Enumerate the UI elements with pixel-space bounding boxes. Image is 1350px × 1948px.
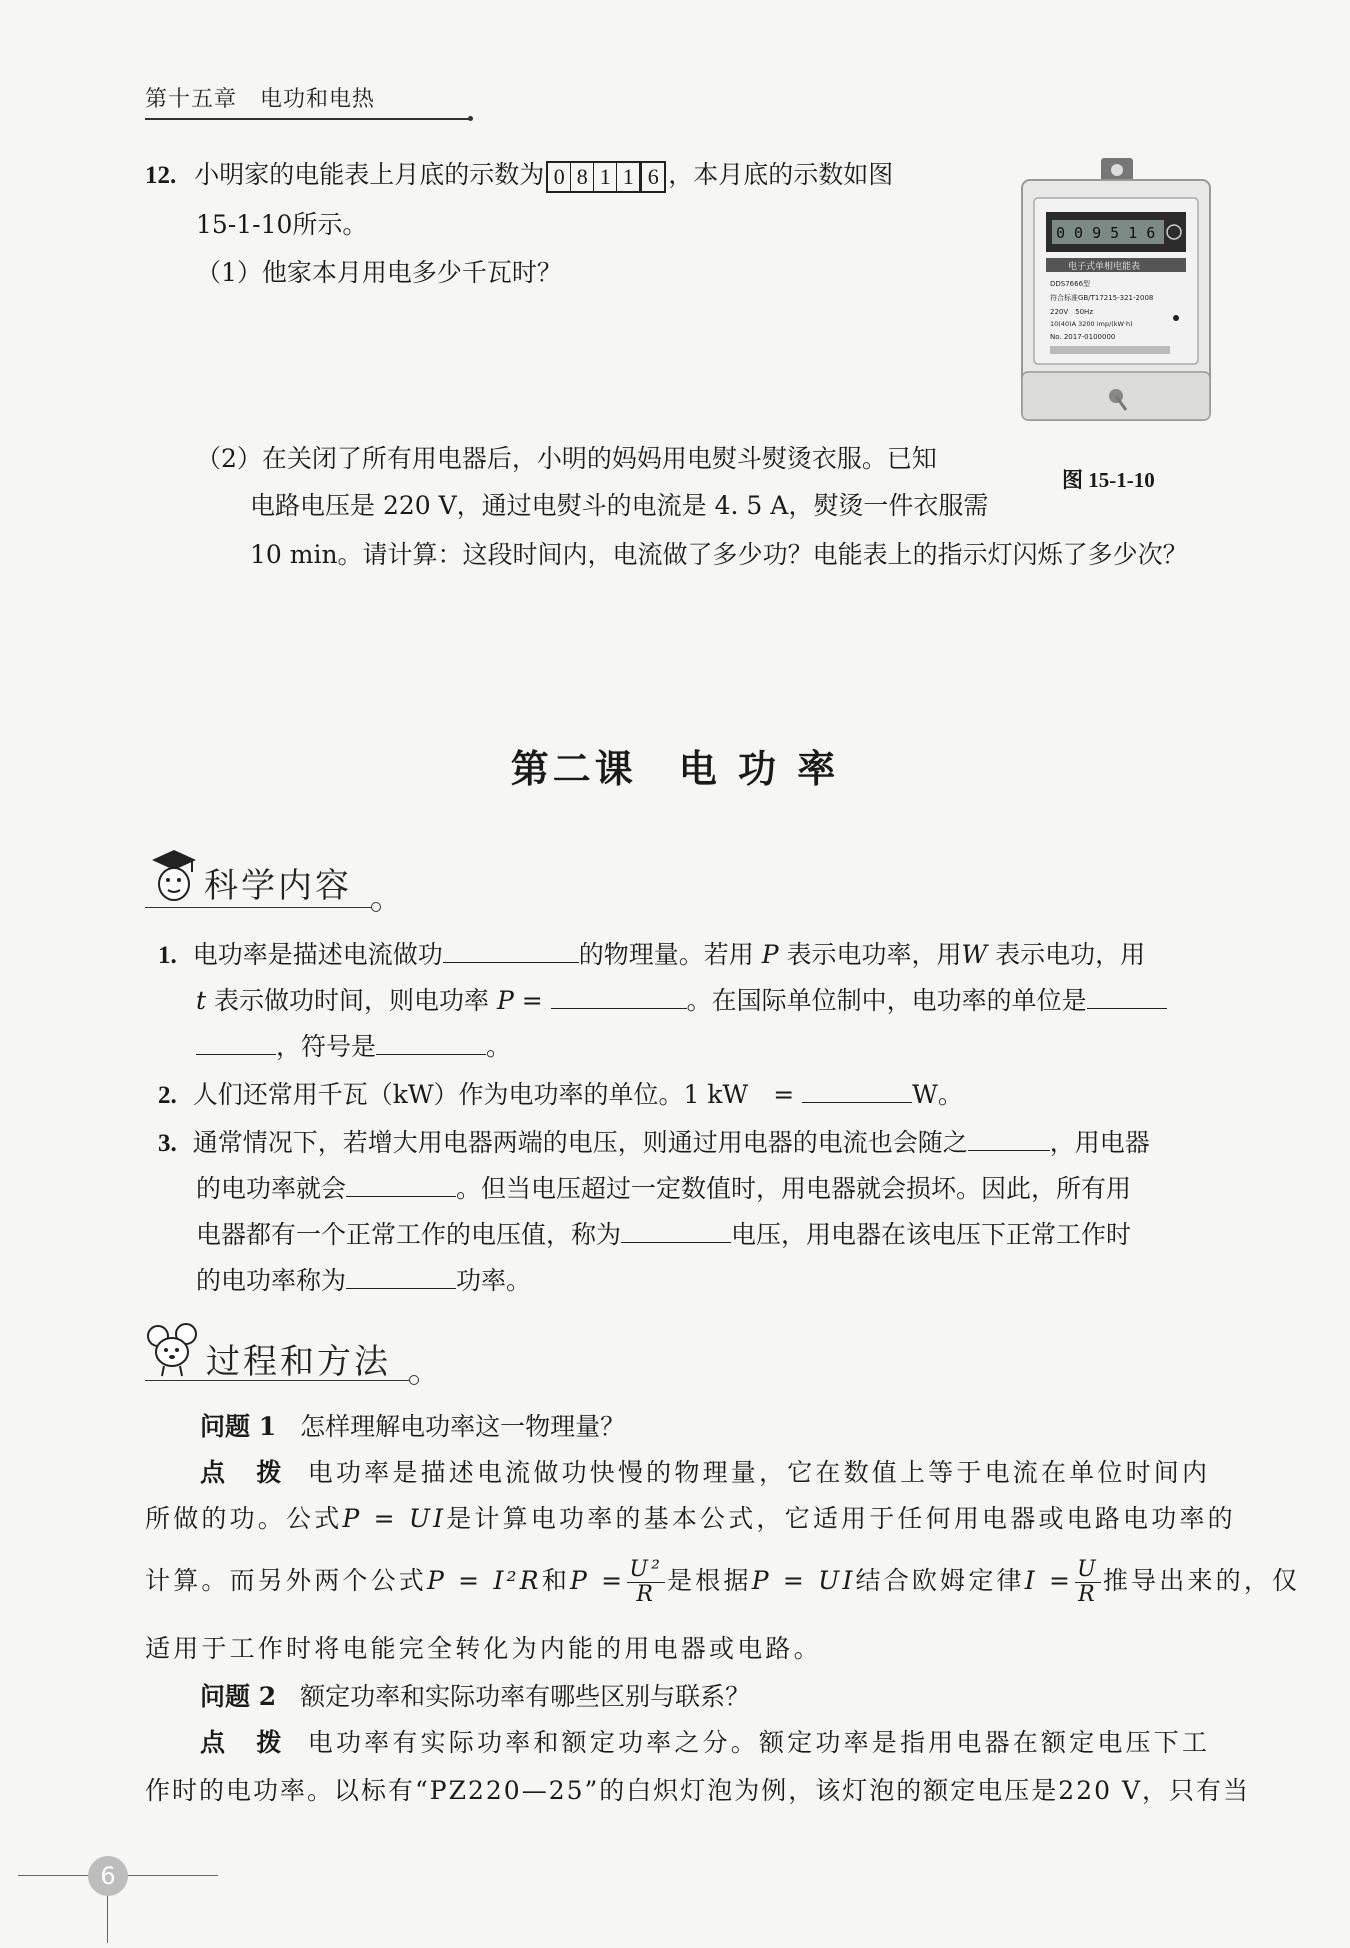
hint-label: 点 拨 xyxy=(200,1458,285,1487)
q12-part2-line1: （2）在关闭了所有用电器后，小明的妈妈用电熨斗熨烫衣服。已知 xyxy=(196,444,937,473)
header-rule xyxy=(145,118,470,120)
meter-reading: 0 0 9 5 1 6 xyxy=(1056,224,1156,242)
fill-blank[interactable] xyxy=(968,1126,1050,1151)
hint-2-line1: 点 拨 电功率有实际功率和额定功率之分。额定功率是指用电器在额定电压下工 xyxy=(200,1728,1211,1757)
item-number: 3. xyxy=(158,1130,177,1157)
svg-text:DDS7666型: DDS7666型 xyxy=(1050,280,1091,288)
q12-number: 12. xyxy=(145,162,177,189)
graduate-cap-mascot-icon xyxy=(148,848,200,908)
lesson-title: 第二课 电 功 率 xyxy=(510,746,840,791)
item-number: 2. xyxy=(158,1082,177,1109)
fill-blank[interactable] xyxy=(443,938,579,963)
svg-text:符合标准GB/T17215-321-2008: 符合标准GB/T17215-321-2008 xyxy=(1050,294,1154,302)
problem-label: 问题 1 xyxy=(200,1412,277,1441)
section-rule xyxy=(145,1380,411,1381)
reading-digit-decimal: 6 xyxy=(640,161,666,193)
problem-1-heading: 问题 1 怎样理解电功率这一物理量？ xyxy=(200,1412,626,1441)
page-number-rule xyxy=(107,1895,108,1943)
fill-blank[interactable] xyxy=(376,1030,486,1055)
reading-digit: 1 xyxy=(617,163,640,191)
chapter-header: 第十五章 电功和电热 xyxy=(145,87,376,112)
figure-caption: 图 15-1-10 xyxy=(1062,468,1155,492)
content-item-3-line4: 的电功率称为 功率。 xyxy=(196,1266,532,1295)
item-number: 1. xyxy=(158,942,177,969)
problem-2-heading: 问题 2 额定功率和实际功率有哪些区别与联系？ xyxy=(200,1682,751,1711)
q12-line2: 15-1-10所示。 xyxy=(196,210,368,239)
content-item-1-line2: t 表示做功时间，则电功率 P = 。在国际单位制中，电功率的单位是 xyxy=(196,984,1167,1018)
q12-part2-line3: 10 min。请计算：这段时间内，电流做了多少功？电能表上的指示灯闪烁了多少次？ xyxy=(250,540,1188,569)
reading-digit: 0 xyxy=(548,163,571,191)
svg-text:电子式单相电能表: 电子式单相电能表 xyxy=(1068,262,1141,272)
hint-label: 点 拨 xyxy=(200,1728,285,1757)
hint-1-line1: 点 拨 电功率是描述电流做功快慢的物理量，它在数值上等于电流在单位时间内 xyxy=(200,1458,1211,1487)
content-item-3-line2: 的电功率就会 。但当电压超过一定数值时，用电器就会损坏。因此，所有用 xyxy=(196,1174,1132,1203)
section-heading-process-method: 过程和方法 xyxy=(206,1342,391,1382)
fill-blank[interactable] xyxy=(1087,984,1167,1009)
fill-blank[interactable] xyxy=(346,1264,456,1289)
content-item-1-line3: ，符号是 。 xyxy=(196,1030,511,1064)
page-number: 6 xyxy=(88,1856,128,1896)
content-item-3-line3: 电器都有一个正常工作的电压值，称为 电压，用电器在该电压下正常工作时 xyxy=(196,1220,1132,1249)
reading-digit: 8 xyxy=(571,163,594,191)
fill-blank[interactable] xyxy=(196,1030,276,1055)
q12-part1: （1）他家本月用电多少千瓦时？ xyxy=(196,258,562,287)
hint-1-line3: 计算。而另外两个公式P = I²R和P = $\frac{\text{U²}}{R}$ 是根据P = UI结合欧姆定律I = $\frac{U}{R}$ 推导出来的，仅 xyxy=(145,1557,1301,1607)
hint-1-line4: 适用于工作时将电能完全转化为内能的用电器或电路。 xyxy=(145,1634,822,1663)
hint-1-line2: 所做的功。公式P = UI是计算电功率的基本公式，它适用于任何用电器或电路电功率的 xyxy=(145,1504,1236,1533)
previous-meter-reading xyxy=(546,161,666,193)
hint-2-line2: 作时的电功率。以标有“PZ220—25”的白炽灯泡为例，该灯泡的额定电压是220 V，只有当 xyxy=(145,1776,1251,1805)
electric-meter-figure xyxy=(1016,158,1216,440)
fraction: $\frac{\text{U²}}{R}$ xyxy=(629,1557,664,1607)
formula: I = xyxy=(1024,1566,1074,1595)
section-rule xyxy=(145,907,373,908)
svg-text:220V 50Hz: 220V 50Hz xyxy=(1050,308,1093,316)
q12-text: ，本月底的示数如图 xyxy=(668,160,894,189)
fill-blank[interactable] xyxy=(621,1218,731,1243)
formula: P = xyxy=(570,1566,626,1595)
formula: P = UI xyxy=(751,1566,856,1595)
header-rule-dot xyxy=(468,116,473,121)
q12-line1 xyxy=(145,158,893,193)
q12-text: 小明家的电能表上月底的示数为 xyxy=(194,160,545,189)
section-heading-science-content: 科学内容 xyxy=(204,866,352,906)
section-rule-ring xyxy=(371,902,381,912)
svg-text:10(40)A 3200 imp/(kW·h): 10(40)A 3200 imp/(kW·h) xyxy=(1050,320,1133,328)
mouse-mascot-icon xyxy=(146,1322,202,1382)
fraction: $\frac{U}{R}$ xyxy=(1077,1557,1099,1607)
section-rule-ring xyxy=(409,1375,419,1385)
formula: P = UI xyxy=(342,1504,447,1533)
q12-part2-line2: 电路电压是 220 V，通过电熨斗的电流是 4. 5 A，熨烫一件衣服需 xyxy=(250,491,989,520)
svg-text:No. 2017-0100000: No. 2017-0100000 xyxy=(1050,333,1116,341)
content-item-3-line1: 3. 通常情况下，若增大用电器两端的电压，则通过用电器的电流也会随之 ，用电器 xyxy=(158,1128,1150,1157)
reading-digit: 1 xyxy=(594,163,617,191)
formula: P = I²R xyxy=(427,1566,542,1595)
fill-blank[interactable] xyxy=(551,984,687,1009)
problem-label: 问题 2 xyxy=(200,1682,277,1711)
electric-meter-icon xyxy=(1016,158,1216,440)
fill-blank[interactable] xyxy=(802,1078,912,1103)
fill-blank[interactable] xyxy=(346,1172,456,1197)
content-item-2: 2. 人们还常用千瓦（kW）作为电功率的单位。1 kW = W。 xyxy=(158,1080,963,1109)
content-item-1-line1: 1. 电功率是描述电流做功 的物理量。若用 P 表示电功率，用W 表示电功，用 xyxy=(158,940,1146,969)
